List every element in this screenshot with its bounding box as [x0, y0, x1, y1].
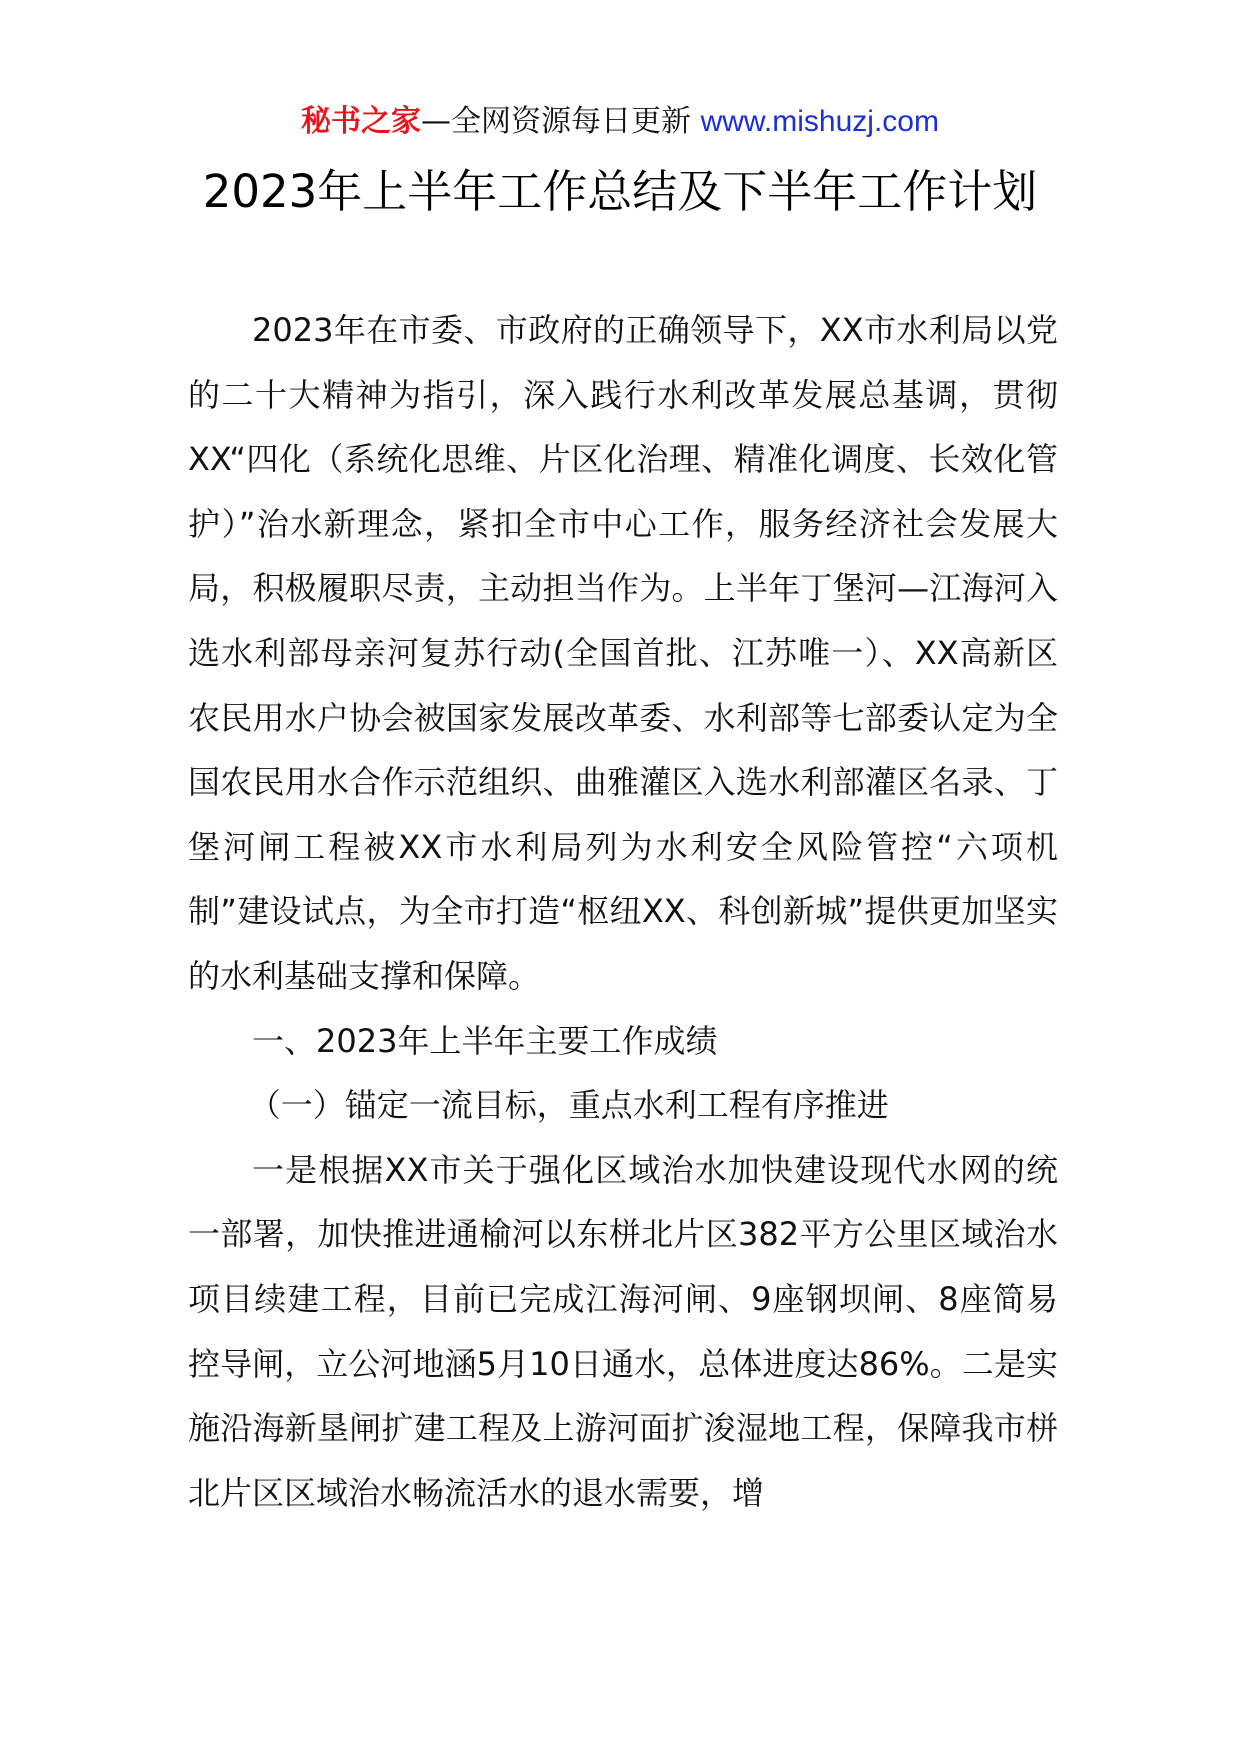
brand-name: 秘书之家 [301, 104, 422, 139]
section-heading: 一、2023年上半年主要工作成绩 [252, 1021, 718, 1060]
document-title: 2023年上半年工作总结及下半年工作计划 [202, 165, 1038, 218]
body-paragraph: 一是根据XX市关于强化区域治水加快建设现代水网的统一部署，加快推进通榆河以东栟北片区382平方公里区域治水项目续建工程，目前已完成江海河闸、9座钢坝闸、8座简易控导闸，立公河地涵5月10日通水，总体进度达86%。二是实施沿海新垦闸扩建工程及上游河面扩浚湿地工程，保障我市栟北片区区域治水畅流活水的退水需要，增 [188, 1150, 1058, 1512]
intro-paragraph: 2023年在市委、市政府的正确领导下，XX市水利局以党的二十大精神为指引，深入践行水利改革发展总基调，贯彻XX“四化（系统化思维、片区化治理、精准化调度、长效化管护）”治水新理念，紧扣全市中心工作，服务经济社会发展大局，积极履职尽责，主动担当作为。上半年丁堡河—江海河入选水利部母亲河复苏行动(全国首批、江苏唯一）、XX高新区农民用水户协会被国家发展改革委、水利部等七部委认定为全国农民用水合作示范组织、曲雅灌区入选水利部灌区名录、丁堡河闸工程被XX市水利局列为水利安全风险管控“六项机制”建设试点，为全市打造“枢纽XX、科创新城”提供更加坚实的水利基础支撑和保障。 [188, 311, 1058, 995]
site-url-link[interactable]: www.mishuzj.com [700, 105, 939, 138]
site-banner [0, 102, 1240, 142]
banner-tagline: —全网资源每日更新 [421, 104, 701, 139]
subsection-heading: （一）锚定一流目标，重点水利工程有序推进 [248, 1086, 889, 1125]
document-body [188, 298, 1058, 1525]
